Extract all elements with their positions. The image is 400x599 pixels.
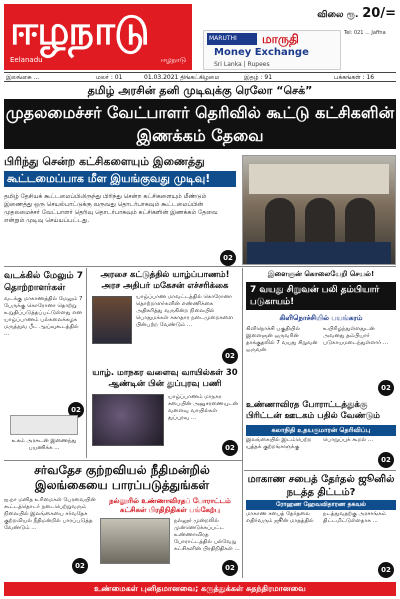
right-story2-subhead: கலாநிதி உதயகுமாரன் தெரிவிப்பு [246, 425, 396, 436]
middle-story2-body: யாழ்ப்பாணம் மாநகர சபையின் அனுசரணையுடன் வளைவு வாயில்கள் துப்புரவு ... [168, 394, 239, 421]
right-story-subhead: கிளிநொச்சியில் பயங்கரம் [279, 314, 363, 322]
continue-badge[interactable]: 02 [222, 348, 238, 364]
continue-badge[interactable]: 02 [378, 380, 394, 396]
lead-photo[interactable] [242, 155, 396, 265]
footer-slogan: உண்மைகள் புனிதமானவை; கருத்துக்கள் சுதந்திரமானவை [4, 582, 396, 596]
dateline [4, 72, 396, 82]
section-divider [244, 470, 396, 471]
ad-brand: மாருதி [262, 32, 299, 46]
logo-subtitle-en: Eelanadu [10, 56, 43, 64]
middle-story-headline[interactable]: அரசை கட்டுத்தில் யாழ்ப்பாணம்! அரச அதிபர் மகேசன் எச்சரிக்கை [100, 270, 230, 291]
section-divider [4, 266, 396, 267]
bottom-story-headline[interactable]: சர்வதேச குற்றவியல் நீதிமன்றில் இலங்கையை பாரப்படுத்துங்கள் [34, 463, 210, 492]
left-story-caption: உகம் அரசுடன் இணைந்து பயணிக்க ... [11, 438, 77, 451]
ad-subtitle: Sri Lanka | Rupees [214, 61, 270, 68]
dateline-issue: இதழ் : 91 [244, 74, 273, 81]
price-label: விலை ரூ. [317, 10, 359, 20]
right-story-body: கிளிநொச்சி பகுதியில் இளைஞன் ஒருவரின் தாக்குதலில் 7 வயது சிறுவன் ஒருவன் உயிரிழந்துள்ளதுடன் அவனது தம்பியார் படுகாயமடைந்துள்ளார் ... [246, 326, 389, 353]
logo-subtitle-ta: ஈழநாடு [161, 56, 186, 64]
left-story-headline[interactable]: வடக்கில் மேலும் 7 தொற்றாளர்கள் [4, 271, 84, 293]
masthead [4, 4, 396, 70]
right-story2-body: இலங்கையில் இடம்பெற்ற யுத்தக் குற்றங்களுக்கு பொறுப்புக் கூறல் ... [246, 437, 374, 450]
bottom-story2-kicker[interactable]: நல்லூரில் உண்ணாவிரதப் போராட்டம் கட்சிகள் பிரதிநிதிகள் பங்கேற்பு [109, 497, 231, 514]
photo-table [247, 242, 391, 264]
ad-title: Money Exchange [214, 47, 309, 58]
right-story-kicker: இளைஞன் கொலையேறி செயல்! [267, 270, 375, 278]
continue-badge[interactable]: 02 [378, 452, 394, 468]
price-value: 20/= [362, 6, 396, 21]
dateline-volume: மலர் : 01 [96, 74, 123, 81]
dateline-pages: பக்கங்கள் : 16 [334, 74, 375, 81]
left-story-body: வடக்கு மாகாணத்தில் மேலும் 7 பேருக்கு கொரோனா தொற்று உறுதிப்படுத்தப்பட்டுள்ளது என யாழ்ப்பாணம் பல்கலைக்கழக மருத்துவ பீட ஆய்வுகூடத்தில் ... [4, 296, 83, 337]
continue-badge[interactable]: 02 [68, 402, 84, 418]
lead-subheadline [4, 155, 236, 187]
bottom-story-body: ஐ.நா மனித உரிமைகள் பேரவையின் கூட்டத்தொடர் நடைபெற்றுவரும் நிலையில் இலங்கையை சர்வதேச குற்றவியல் நீதிமன்றில் பாரப்படுத்த வேண்டும் ... [4, 497, 96, 531]
continue-badge[interactable]: 02 [378, 562, 394, 578]
price [317, 6, 396, 21]
dateline-date: 01.03.2021 திங்கட்கிழமை [144, 74, 220, 81]
middle-story2-photo [92, 394, 164, 446]
ad-logo: MARUTHI [207, 33, 257, 45]
middle-story2-headline[interactable]: யாழ். மாநகர வளைவு வாயில்கள் 30 ஆண்டின் பின் துப்புரவு பணி [92, 368, 238, 389]
ad-side-text: Tel: 021 ... Jaffna [344, 30, 386, 36]
continue-badge[interactable]: 02 [72, 558, 88, 574]
middle-story-photo [92, 296, 132, 344]
continue-badge[interactable]: 02 [220, 250, 236, 266]
middle-story-body: யாழ்ப்பாண மாவட்டத்தில் கொரோனா தொற்றாளர்களின் எண்ணிக்கை அதிகரித்து வருகின்ற நிலையில் பொதுமக்கள் சுகாதார நடைமுறைகளை பின்பற்ற வேண்டும் ... [136, 294, 234, 328]
column-divider [242, 268, 243, 578]
lead-headline[interactable]: முதலமைச்சர் வேட்பாளர் தெரிவில் கூட்டு கட்சிகளின் இணக்கம் தேவை [4, 99, 396, 149]
bottom-story2-photo [100, 518, 170, 564]
lead-subheadline-line2: கூட்டமைப்பாக மீள இயங்குவது முடிவு! [4, 171, 236, 187]
bottom-right-subhead: ரோஹண ஹேவவிதாரண தகவல் [246, 500, 396, 510]
advertisement[interactable] [203, 30, 341, 70]
column-divider [86, 268, 87, 458]
right-story-headline[interactable]: 7 வயது சிறுவன் பலி தம்பியார் படுகாயம்! [246, 282, 396, 310]
continue-badge[interactable]: 02 [222, 560, 238, 576]
newspaper-logo[interactable] [4, 4, 192, 70]
section-divider [4, 460, 242, 461]
lead-body: தமிழ் தேசியக் கூட்டமைப்பிலிருந்து பிரிந்து சென்ற கட்சிகளையும் மீண்டும் இணைத்து ஒரு செயல்பாட்டுக்கு வருவது தொடர்பாகவும் கூட்டமைப்பின் முதலமைச்சர் வேட்பாளர் தெரிவு தொடர்பாகவும் கட்சிகளின் இணக்கம் தேவை என்றும் முடிவு செய்யப்பட்டது. [4, 193, 218, 224]
right-story2-headline[interactable]: உண்ணாவிரத போராட்டத்துக்கு பிரிட்டன் ஊடகம் பதில் வேண்டும் [246, 400, 381, 421]
continue-badge[interactable]: 02 [222, 440, 238, 456]
bottom-right-headline[interactable]: மாகாண சபைத் தேர்தல் ஜூனில் நடத்த திட்டம்? [247, 474, 395, 498]
bottom-right-body: மாகாண சபைத் தேர்தலை எதிர்வரும் ஜூன் மாதத்தில் நடத்துவதற்கு அரசாங்கம் திட்டமிட்டுள்ளதாக ... [246, 511, 387, 524]
bottom-story2-body: நல்லூர் முன்றலில் முன்னெடுக்கப்பட்ட உண்ணாவிரத போராட்டத்தில் பல்வேறு கட்சிகளின் பிரதிநிதிகள் ... [174, 518, 240, 552]
dateline-edition: இலங்கை ... [6, 74, 40, 81]
photo-banner [249, 164, 389, 194]
left-story-photo [10, 415, 78, 435]
logo-text: ஈழநாடு [10, 8, 149, 54]
lead-subheadline-line1: பிரிந்து சென்ற கட்சிகளையும் இணைத்து [4, 155, 205, 168]
lead-kicker: தமிழ் அரசின் தனி முடிவுக்கு ரெலோ “செக்” [87, 84, 313, 97]
